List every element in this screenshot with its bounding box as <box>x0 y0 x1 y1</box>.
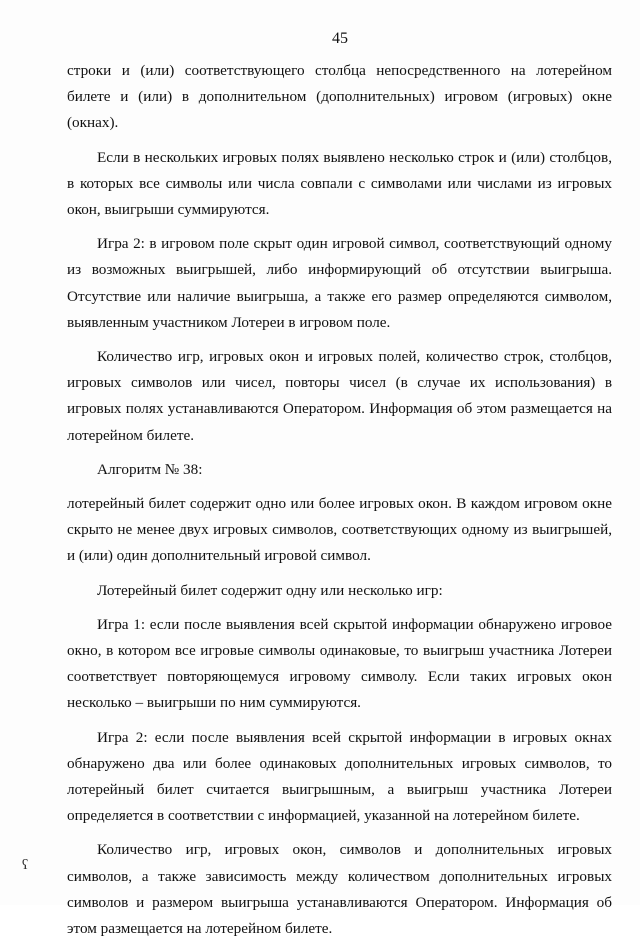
paragraph-final-settings: Количество игр, игровых окон, символов и дополнительных игровых символов, а также зависимость между количеством дополнительных игровых символов и размером выигрыша устанавливаются Оператором. Информация об этом размещается на лотерейном билете. <box>67 841 612 938</box>
paragraph-game-2-hidden-symbol: Игра 2: в игровом поле скрыт один игровой символ, соответствующий одному из возможных выигрышей, либо информирующий об отсутствии выигрыша. Отсутствие или наличие выигрыша, а также его размер определяются символом, выявленным участником Лотереи в игровом поле. <box>67 235 612 331</box>
paragraph-operator-settings: Количество игр, игровых окон и игровых полей, количество строк, столбцов, игровых символов или чисел, повторы чисел (в случае их использования) в игровых полях устанавливаются Оператором. Информация об этом размещается на лотерейном билете. <box>67 348 612 444</box>
algorithm-38-heading: Алгоритм № 38: <box>97 460 203 478</box>
document-body <box>67 58 612 950</box>
paragraph-continuation: строки и (или) соответствующего столбца непосредственного на лотерейном билете и (или) в дополнительном (дополнительных) игровом (игровых) окне (окнах). <box>67 62 612 132</box>
paragraph-multiple-fields: Если в нескольких игровых полях выявлено несколько строк и (или) столбцов, в которых все символы или числа совпали с символами или числами из игровых окон, выигрыши суммируются. <box>67 148 612 219</box>
paragraph-game-1: Игра 1: если после выявления всей скрытой информации обнаружено игровое окно, в котором все игровые символы одинаковые, то выигрыш участника Лотереи соответствует повторяющемуся игровому символу. Если таких игровых окон несколько – выигрыши по ним суммируются. <box>67 615 612 712</box>
paragraph-algorithm-38-description: лотерейный билет содержит одно или более игровых окон. В каждом игровом окне скрыто не менее двух игровых символов, соответствующих одному из выигрышей, и (или) один дополнительный игровой символ. <box>67 495 612 565</box>
paragraph-ticket-games: Лотерейный билет содержит одну или несколько игр: <box>97 581 443 599</box>
page-number: 45 <box>332 30 348 47</box>
paragraph-game-2: Игра 2: если после выявления всей скрытой информации в игровых окнах обнаружено два или более одинаковых дополнительных игровых символов, то лотерейный билет считается выигрышным, а выигрыш участника Лотереи определяется в соответствии с информацией, указанной на лотерейном билете. <box>67 728 612 825</box>
margin-mark: ʕ <box>22 858 29 873</box>
